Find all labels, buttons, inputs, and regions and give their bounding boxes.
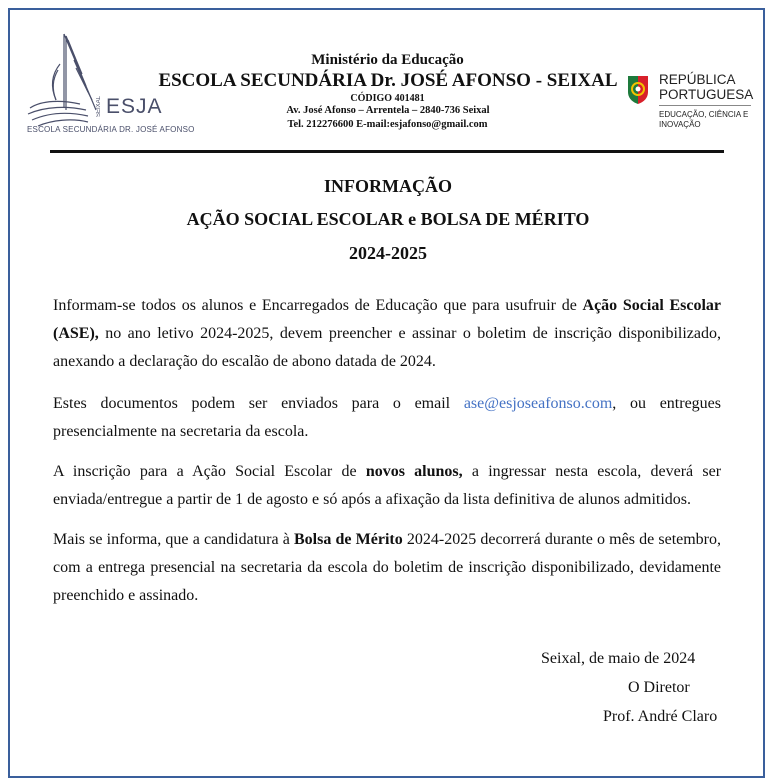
paragraph-new-students (53, 458, 721, 514)
signer-name: Prof. André Claro (603, 708, 718, 725)
doc-subtitle: AÇÃO SOCIAL ESCOLAR e BOLSA DE MÉRITO (186, 209, 590, 229)
school-contacts: Tel. 212276600 E-mail:esjafonso@gmail.com (287, 119, 488, 130)
ministry-name: Ministério da Educação (311, 52, 464, 68)
gov-title-line2: PORTUGUESA (659, 87, 754, 102)
p1-text-c: no ano letivo 2024-2025, devem preencher e assinar o boletim de inscrição disponibilizado, anexando a declaração do escalão de abono datada de 2024. (53, 325, 721, 370)
p3-text-c: a ingressar nesta escola, deverá ser enviada/entregue a partir de 1 de agosto e só após a afixação da lista definitiva de alunos admitidos. (53, 463, 722, 508)
p4-bold: Bolsa de Mérito (293, 531, 403, 548)
school-name: ESCOLA SECUNDÁRIA Dr. JOSÉ AFONSO - SEIXAL (158, 70, 618, 91)
government-logo (626, 72, 766, 132)
doc-year: 2024-2025 (349, 243, 427, 263)
paragraph-ase (53, 292, 721, 376)
gov-title-line1: REPÚBLICA (659, 72, 736, 87)
p4-text-c: 2024-2025 decorrerá durante o mês de setembro, com a entrega presencial na secretaria da escola do boletim de inscrição disponibilizado, devidamente preenchido e assinado. (53, 531, 722, 604)
email-link[interactable]: ase@esjoseafonso.com (463, 395, 613, 412)
school-address: Av. José Afonso – Arrentela – 2840-736 Seixal (286, 105, 490, 116)
p1-text-a: Informam-se todos os alunos e Encarregados de Educação que para usufruir de (53, 297, 583, 314)
p4-text-a: Mais se informa, que a candidatura à (53, 531, 294, 548)
header-rule (50, 150, 724, 153)
paragraph-merit (53, 526, 721, 610)
gov-divider (659, 105, 751, 106)
logo-wordmark: ESJA (106, 95, 163, 118)
gov-subtitle: EDUCAÇÃO, CIÊNCIA E INOVAÇÃO (659, 110, 749, 129)
doc-title: INFORMAÇÃO (324, 176, 452, 196)
school-code: CÓDIGO 401481 (350, 93, 425, 104)
p2-text-c: , ou entregues presencialmente na secretaria da escola. (53, 395, 721, 440)
logo-caption: ESCOLA SECUNDÁRIA DR. JOSÉ AFONSO (27, 125, 195, 134)
place-date: Seixal, de maio de 2024 (541, 650, 696, 667)
portugal-emblem-icon (626, 74, 650, 108)
p3-text-a: A inscrição para a Ação Social Escolar de (53, 463, 366, 480)
p2-text-a: Estes documentos podem ser enviados para o email (53, 395, 464, 412)
p1-bold: Ação Social Escolar (ASE), (53, 297, 722, 342)
paragraph-email (53, 390, 721, 446)
sail-logo-icon (22, 30, 170, 138)
p3-bold: novos alunos, (365, 463, 463, 480)
gov-title (659, 72, 753, 102)
signer-role: O Diretor (628, 679, 690, 696)
logo-side-text: SEIXAL (96, 96, 102, 118)
